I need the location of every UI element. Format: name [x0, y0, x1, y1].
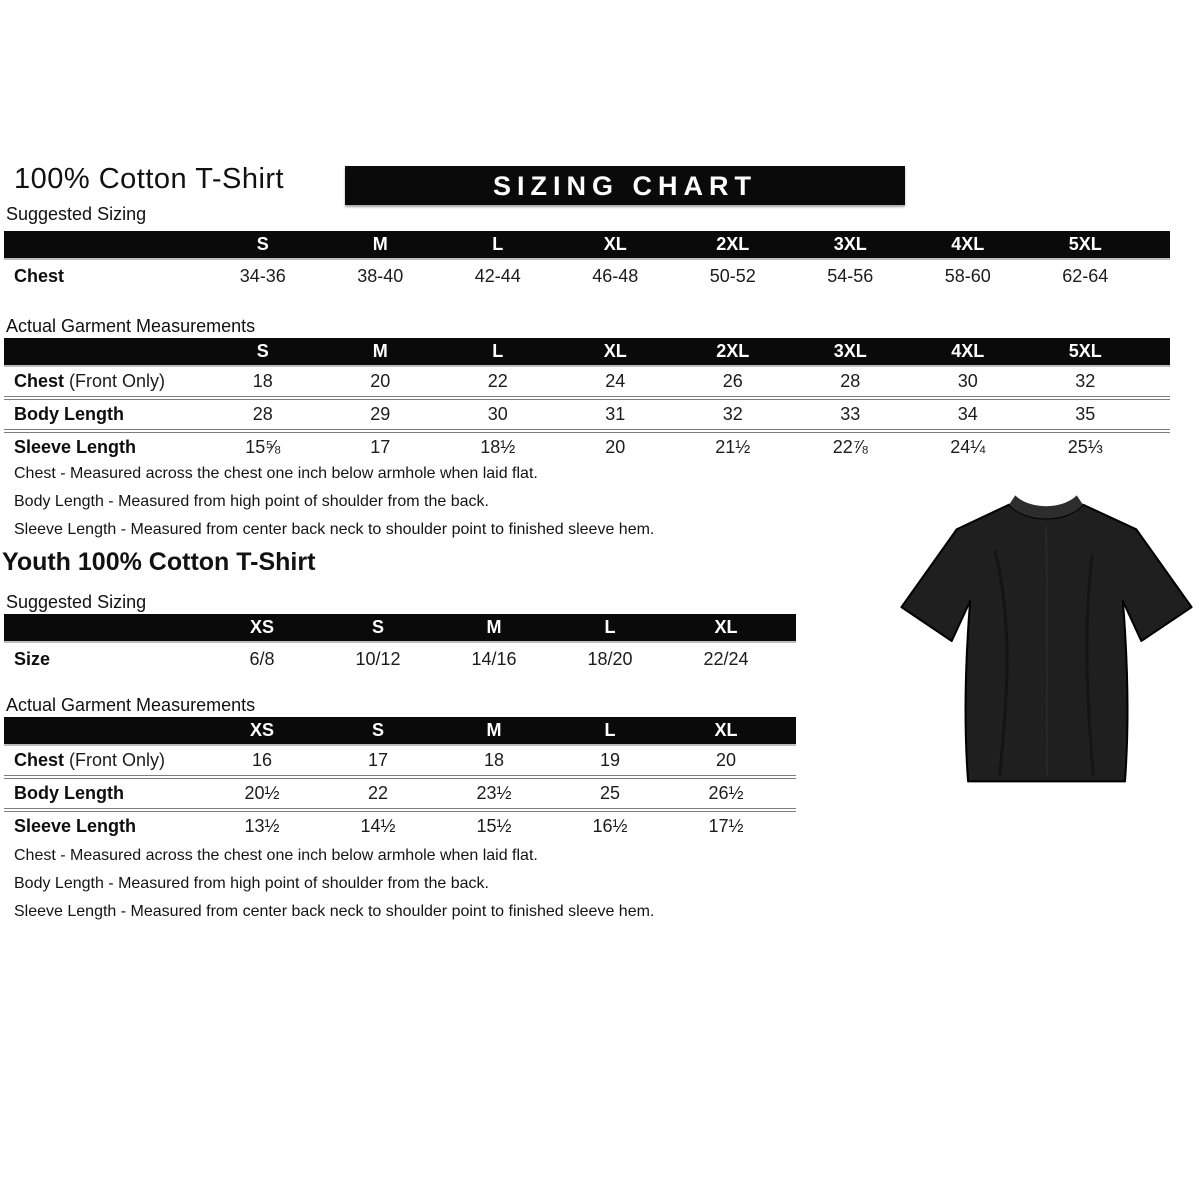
- value-cell: 50-52: [709, 266, 756, 286]
- value-cell: 33: [840, 404, 861, 424]
- table-row-sleeve-length: [4, 808, 796, 841]
- table-header-row: [4, 717, 796, 746]
- value-cell: 15⅝: [245, 437, 281, 457]
- column-header-m: M: [486, 720, 502, 740]
- value-cell: 22⅞: [832, 437, 868, 457]
- value-cell: 18½: [480, 437, 516, 457]
- row-label-text: Body Length: [14, 404, 124, 424]
- column-header-m: M: [372, 341, 388, 361]
- table-row-body-length: [4, 396, 1170, 429]
- measurement-note: Chest - Measured across the chest one inch below armhole when laid flat.: [14, 847, 538, 864]
- value-cell: 20½: [244, 783, 280, 803]
- page-title: 100% Cotton T-Shirt: [14, 163, 285, 195]
- column-header-s: S: [371, 720, 384, 740]
- value-cell: 22: [367, 783, 389, 803]
- value-cell: 24¼: [950, 437, 986, 457]
- column-header-2xl: 2XL: [716, 234, 750, 254]
- row-label-text: Body Length: [14, 783, 124, 803]
- value-cell: 25: [599, 783, 621, 803]
- value-cell: 46-48: [592, 266, 639, 286]
- column-header-xl: XL: [714, 617, 738, 637]
- tshirt-icon: [892, 478, 1200, 806]
- adult-actual-measurements-table: [4, 338, 1170, 462]
- column-header-5xl: 5XL: [1068, 341, 1102, 361]
- youth-actual-measurements-table: [4, 717, 796, 841]
- column-header-s: S: [256, 341, 269, 361]
- value-cell: 14/16: [471, 649, 517, 669]
- youth-measurement-notes: [14, 844, 654, 928]
- column-header-l: L: [492, 234, 504, 254]
- measurement-note: Body Length - Measured from high point of shoulder from the back.: [14, 875, 489, 892]
- column-header-4xl: 4XL: [951, 341, 985, 361]
- table-row-chest: [4, 260, 1170, 293]
- value-cell: 26: [722, 371, 743, 391]
- value-cell: 17½: [708, 816, 744, 836]
- column-header-s: S: [256, 234, 269, 254]
- adult-suggested-sizing-table: [4, 231, 1170, 293]
- value-cell: 18: [483, 750, 505, 770]
- row-label-text: Sleeve Length: [14, 816, 137, 836]
- row-label: Chest (Front Only): [14, 371, 166, 391]
- value-cell: 35: [1075, 404, 1096, 424]
- value-cell: 13½: [244, 816, 280, 836]
- value-cell: 18: [252, 371, 273, 391]
- value-cell: 32: [722, 404, 743, 424]
- row-label-text: Chest: [14, 371, 65, 391]
- table-row-sleeve-length: [4, 429, 1170, 462]
- value-cell: 22: [487, 371, 508, 391]
- youth-suggested-sizing-label: Suggested Sizing: [6, 592, 147, 612]
- youth-actual-measurements-label: Actual Garment Measurements: [6, 695, 256, 715]
- column-header-3xl: 3XL: [833, 234, 867, 254]
- table-row-chest: [4, 746, 796, 775]
- value-cell: 24: [605, 371, 626, 391]
- value-cell: 54-56: [827, 266, 874, 286]
- row-label-text: Sleeve Length: [14, 437, 137, 457]
- value-cell: 17: [367, 750, 389, 770]
- value-cell: 31: [605, 404, 626, 424]
- row-label: [4, 783, 204, 804]
- row-label-text: Chest: [14, 750, 65, 770]
- measurement-note: Sleeve Length - Measured from center back neck to shoulder point to finished sleeve hem.: [14, 521, 655, 538]
- value-cell: 17: [370, 437, 391, 457]
- column-header-m: M: [486, 617, 502, 637]
- value-cell: 23½: [476, 783, 512, 803]
- value-cell: 14½: [360, 816, 396, 836]
- table-row-chest: [4, 367, 1170, 396]
- value-cell: 20: [370, 371, 391, 391]
- table-row-body-length: [4, 775, 796, 808]
- value-cell: 32: [1075, 371, 1096, 391]
- value-cell: 62-64: [1062, 266, 1109, 286]
- youth-section-title: Youth 100% Cotton T-Shirt: [2, 548, 316, 576]
- adult-actual-measurements-label: Actual Garment Measurements: [6, 316, 256, 336]
- sizing-chart-banner: SIZING CHART: [345, 166, 905, 205]
- value-cell: 25⅓: [1067, 437, 1103, 457]
- value-cell: 10/12: [355, 649, 401, 669]
- value-cell: 28: [840, 371, 861, 391]
- tshirt-product-image: [892, 478, 1200, 806]
- column-header-4xl: 4XL: [951, 234, 985, 254]
- value-cell: 58-60: [944, 266, 991, 286]
- measurement-note: Sleeve Length - Measured from center back neck to shoulder point to finished sleeve hem.: [14, 903, 655, 920]
- value-cell: 30: [957, 371, 978, 391]
- column-header-xl: XL: [603, 341, 627, 361]
- value-cell: 34: [957, 404, 978, 424]
- value-cell: 26½: [708, 783, 744, 803]
- value-cell: 20: [605, 437, 626, 457]
- row-label-text: Chest: [14, 266, 65, 286]
- youth-suggested-sizing-table: [4, 614, 796, 676]
- adult-suggested-sizing-label: Suggested Sizing: [6, 204, 147, 224]
- value-cell: 29: [370, 404, 391, 424]
- value-cell: 22/24: [703, 649, 749, 669]
- column-header-xs: XS: [249, 617, 274, 637]
- column-header-l: L: [604, 617, 616, 637]
- column-header-3xl: 3XL: [833, 341, 867, 361]
- value-cell: 15½: [476, 816, 512, 836]
- value-cell: 30: [487, 404, 508, 424]
- row-label: [4, 437, 204, 458]
- table-header-row: [4, 614, 796, 643]
- value-cell: 20: [715, 750, 737, 770]
- value-cell: 19: [599, 750, 621, 770]
- column-header-xl: XL: [714, 720, 738, 740]
- table-row-size: [4, 643, 796, 676]
- column-header-xl: XL: [603, 234, 627, 254]
- column-header-l: L: [604, 720, 616, 740]
- row-label-text: Size: [14, 649, 51, 669]
- value-cell: 16: [251, 750, 273, 770]
- column-header-2xl: 2XL: [716, 341, 750, 361]
- adult-measurement-notes: [14, 462, 654, 546]
- value-cell: 16½: [592, 816, 628, 836]
- row-label: [4, 266, 204, 287]
- column-header-xs: XS: [249, 720, 274, 740]
- measurement-note: Chest - Measured across the chest one inch below armhole when laid flat.: [14, 465, 538, 482]
- column-header-s: S: [371, 617, 384, 637]
- value-cell: 34-36: [239, 266, 286, 286]
- value-cell: 18/20: [587, 649, 633, 669]
- value-cell: 42-44: [474, 266, 521, 286]
- value-cell: 38-40: [357, 266, 404, 286]
- table-header-row: [4, 338, 1170, 367]
- value-cell: 6/8: [249, 649, 275, 669]
- value-cell: 21½: [715, 437, 751, 457]
- row-label: [4, 404, 204, 425]
- column-header-5xl: 5XL: [1068, 234, 1102, 254]
- value-cell: 28: [252, 404, 273, 424]
- table-header-row: [4, 231, 1170, 260]
- row-label: [4, 649, 204, 670]
- row-label: Chest (Front Only): [14, 750, 166, 770]
- column-header-l: L: [492, 341, 504, 361]
- measurement-note: Body Length - Measured from high point of shoulder from the back.: [14, 493, 489, 510]
- column-header-m: M: [372, 234, 388, 254]
- row-label: [4, 816, 204, 837]
